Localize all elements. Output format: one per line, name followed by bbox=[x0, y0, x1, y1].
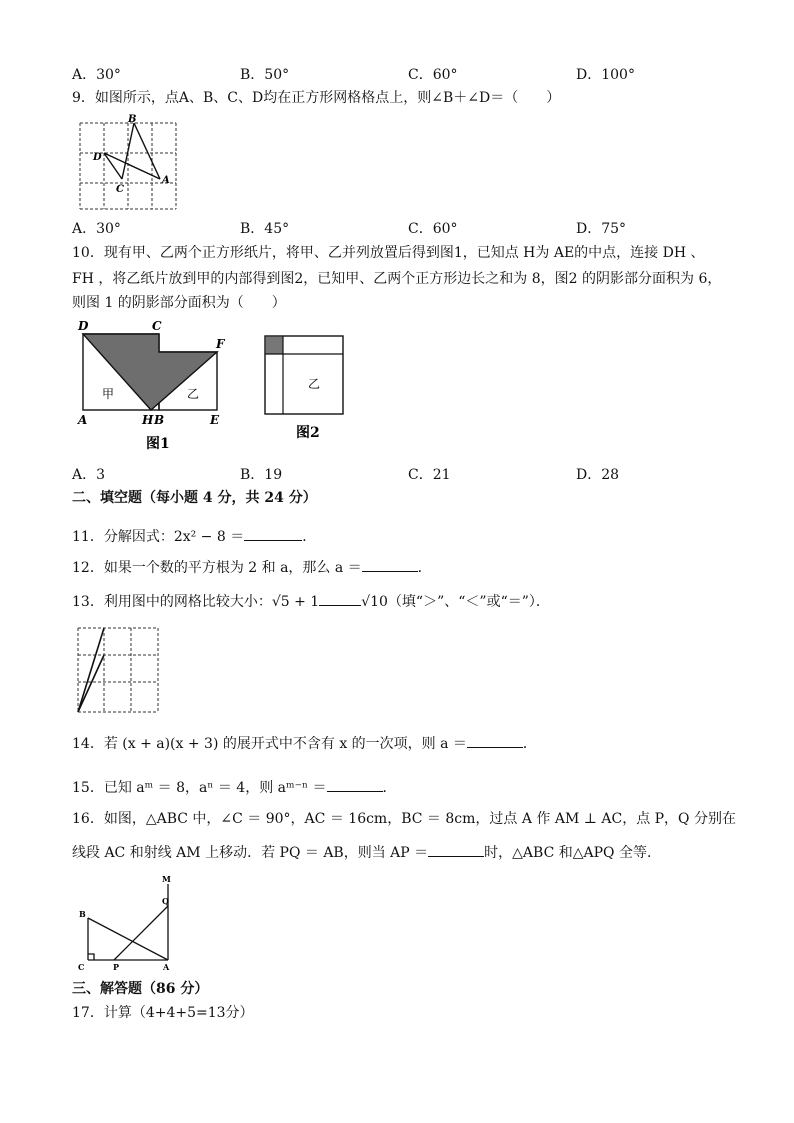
fig2-caption: 图2 bbox=[296, 425, 320, 441]
q8-option-c: C．60° bbox=[408, 67, 458, 83]
q16-label-a: A bbox=[163, 962, 170, 972]
q12 bbox=[72, 557, 432, 577]
q12-answer-blank[interactable] bbox=[362, 557, 418, 572]
fig1-label-d: D bbox=[78, 319, 89, 333]
q15-end: ． bbox=[382, 780, 397, 796]
fig1-label-f: F bbox=[216, 337, 225, 351]
q12-end: ． bbox=[417, 560, 432, 576]
q8-option-d: D．100° bbox=[576, 67, 635, 83]
q16-label-q: Q bbox=[162, 896, 169, 906]
q13-answer-blank[interactable] bbox=[319, 591, 361, 606]
fig1-label-e: E bbox=[210, 413, 220, 427]
q13-text: 13．利用图中的网格比较大小：√5 + 1 bbox=[72, 594, 320, 610]
q13-grid-figure bbox=[74, 624, 162, 716]
segment-ba bbox=[134, 123, 160, 179]
section-2-title: 二、填空题（每小题 4 分，共 24 分） bbox=[72, 490, 317, 506]
q14 bbox=[72, 733, 537, 753]
q14-end: ． bbox=[522, 736, 537, 752]
q12-text: 12．如果一个数的平方根为 2 和 a，那么 a ＝ bbox=[72, 560, 362, 576]
fig1-label-c: C bbox=[152, 319, 162, 333]
fig1-label-h: H bbox=[142, 413, 154, 427]
q16-end: 时，△ABC 和△APQ 全等． bbox=[484, 845, 661, 861]
q16-label-b: B bbox=[79, 909, 86, 919]
fig1-caption: 图1 bbox=[146, 436, 170, 452]
fig1-region-yi: 乙 bbox=[187, 387, 200, 401]
q11-end: ． bbox=[302, 529, 317, 545]
q10-option-a: A．3 bbox=[72, 467, 106, 483]
q11-text: 11．分解因式：2x² − 8 ＝ bbox=[72, 529, 245, 545]
q9-option-c: C．60° bbox=[408, 221, 458, 237]
q16-stem-line2 bbox=[72, 842, 661, 862]
q10-option-c: C．21 bbox=[408, 467, 451, 483]
q16-label-c: C bbox=[78, 962, 85, 972]
label-b: B bbox=[128, 114, 137, 125]
q16-text: 线段 AC 和射线 AM 上移动．若 PQ ＝ AB，则当 AP ＝ bbox=[72, 845, 429, 861]
q15-answer-blank[interactable] bbox=[327, 777, 383, 792]
fig1-region-jia: 甲 bbox=[102, 387, 115, 401]
q8-option-a: A．30° bbox=[72, 67, 121, 83]
q9-option-b: B．45° bbox=[240, 221, 290, 237]
label-d: D bbox=[93, 152, 102, 163]
q13-sqrt10: √10 bbox=[361, 594, 388, 610]
section-3-title: 三、解答题（86 分） bbox=[72, 981, 209, 997]
q16-stem-line1: 16．如图，△ABC 中，∠C ＝ 90°，AC ＝ 16cm，BC ＝ 8cm，过点 A 作 AM ⊥ AC，点 P，Q 分别在 bbox=[72, 811, 736, 827]
q10-figure-1 bbox=[74, 316, 234, 456]
q16-label-m: M bbox=[162, 874, 171, 884]
q13 bbox=[72, 591, 550, 611]
q10-stem-line1: 10．现有甲、乙两个正方形纸片，将甲、乙并列放置后得到图1，已知点 H为 AE的中点，连接 DH 、 bbox=[72, 245, 705, 261]
q10-stem-line2: FH ，将乙纸片放到甲的内部得到图2，已知甲、乙两个正方形边长之和为 8，图2 的阴影部分面积为 6， bbox=[72, 271, 722, 287]
q10-option-d: D．28 bbox=[576, 467, 620, 483]
q14-text: 14．若 (x + a)(x + 3) 的展开式中不含有 x 的一次项，则 a ＝ bbox=[72, 736, 467, 752]
q11-answer-blank[interactable] bbox=[244, 526, 302, 541]
q10-option-b: B．19 bbox=[240, 467, 283, 483]
q15 bbox=[72, 777, 397, 797]
fig1-label-a: A bbox=[78, 413, 88, 427]
q16-figure bbox=[74, 874, 176, 978]
q11 bbox=[72, 526, 316, 546]
q16-label-p: P bbox=[113, 962, 120, 972]
q13-end: （填“＞”、“＜”或“＝”）． bbox=[387, 594, 550, 610]
q9-stem: 9．如图所示，点A、B、C、D均在正方形网格格点上，则∠B＋∠D＝（ ） bbox=[72, 90, 561, 106]
q9-grid-figure bbox=[76, 113, 182, 215]
label-a: A bbox=[162, 175, 170, 186]
q10-figure-2 bbox=[262, 333, 348, 449]
q17-stem: 17．计算（4+4+5=13分） bbox=[72, 1005, 254, 1021]
q8-option-b: B．50° bbox=[240, 67, 290, 83]
fig2-region-yi: 乙 bbox=[308, 377, 321, 391]
q15-text: 15．已知 aᵐ ＝ 8，aⁿ ＝ 4，则 aᵐ⁻ⁿ ＝ bbox=[72, 780, 327, 796]
q10-stem-line3: 则图 1 的阴影部分面积为（ ） bbox=[72, 295, 286, 311]
q9-option-a: A．30° bbox=[72, 221, 121, 237]
fig1-label-b: B bbox=[154, 413, 165, 427]
q9-option-d: D．75° bbox=[576, 221, 627, 237]
q16-answer-blank[interactable] bbox=[428, 842, 484, 857]
q14-answer-blank[interactable] bbox=[467, 733, 523, 748]
label-c: C bbox=[116, 184, 124, 195]
